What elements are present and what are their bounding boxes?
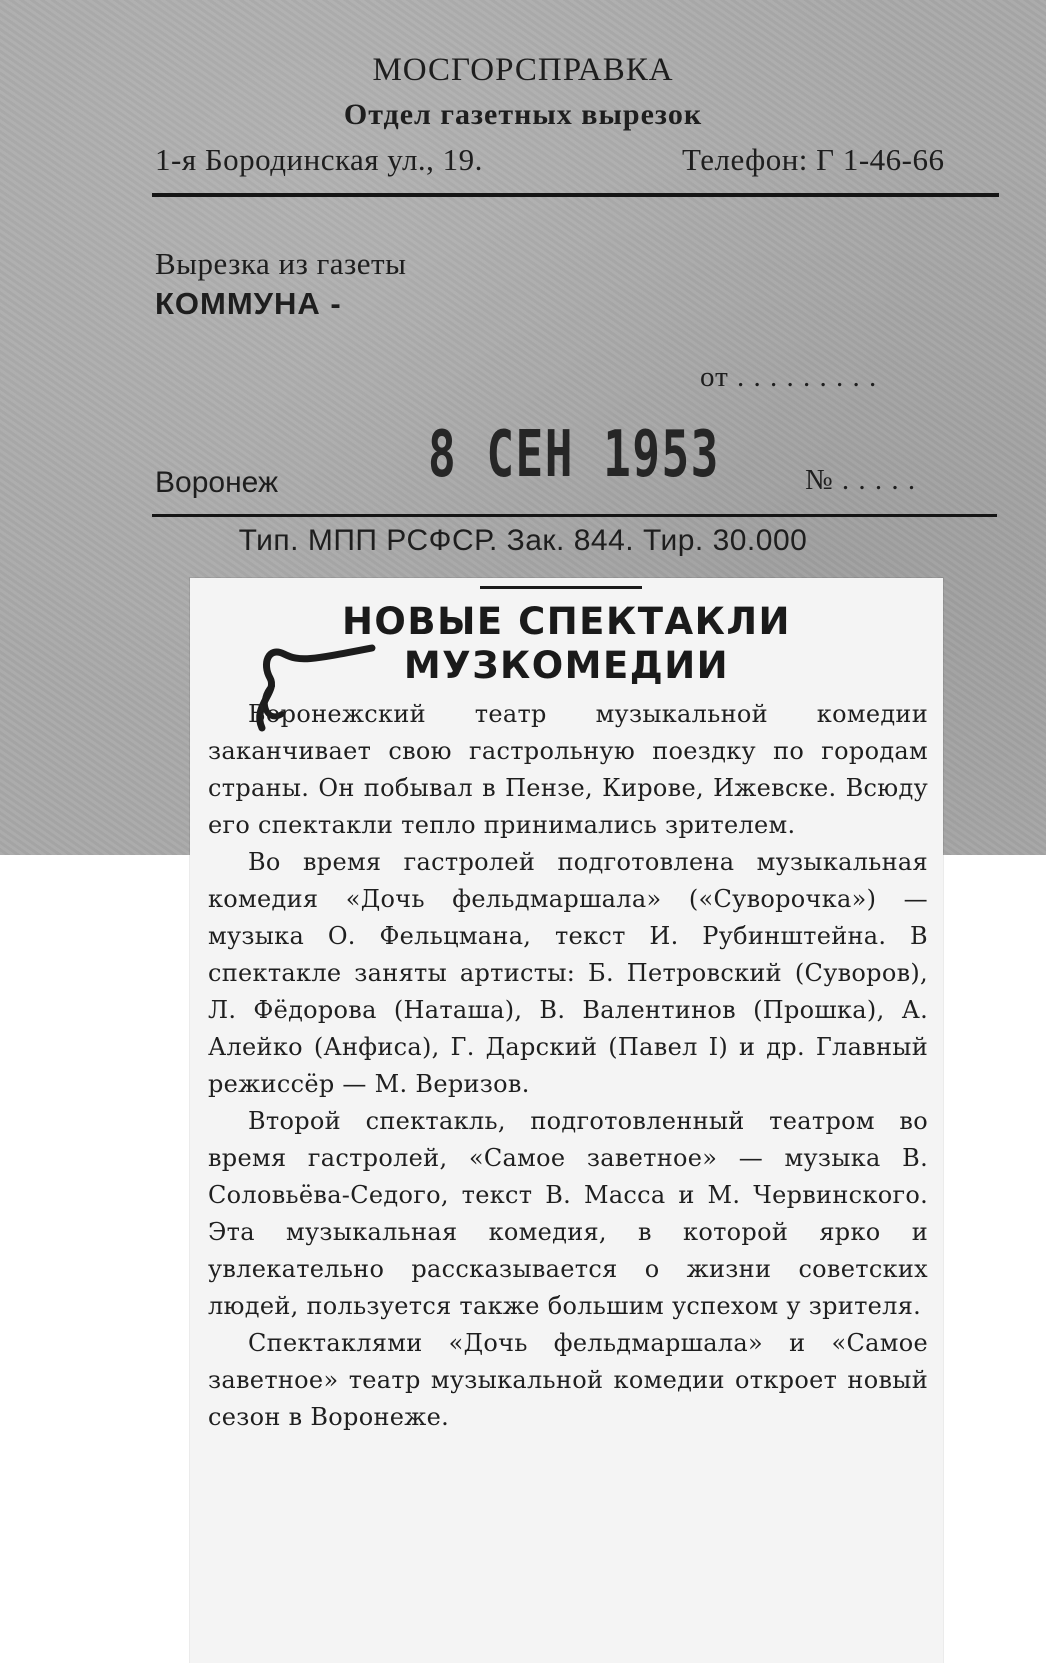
footer-divider [152, 514, 997, 517]
article-body [208, 696, 928, 1436]
clipping-top-rule [480, 586, 642, 589]
city-name: Воронеж [155, 466, 279, 499]
bureau-address: 1-я Бородинская ул., 19. [155, 142, 483, 177]
clipping-label: Вырезка из газеты [155, 246, 407, 281]
date-from-field: от . . . . . . . . . [700, 361, 878, 393]
newspaper-name: КОММУНА - [155, 286, 342, 321]
department-name: Отдел газетных вырезок [343, 98, 703, 131]
article-paragraph: Спектаклями «Дочь фельдмаршала» и «Самое заветное» театр музыкальной комедии откроет новый сезон в Воронеже. [208, 1329, 928, 1431]
bureau-phone: Телефон: Г 1-46-66 [682, 142, 945, 177]
header-divider [152, 193, 999, 197]
headline-line-2: МУЗКОМЕДИИ [403, 644, 730, 687]
bureau-name: МОСГОРСПРАВКА [372, 52, 674, 88]
newspaper-clipping [190, 578, 943, 1663]
article-paragraph: Во время гастролей подготовлена музыкальная комедия «Дочь фельдмаршала» («Суворочка») — музыка О. Фельцмана, текст И. Рубинштейна. В спектакле заняты артисты: Б. Петровский (Суворов), Л. Фёдорова (Наташа), В. Валентинов (Прошка), А. Алейко (Анфиса), Г. Дарский (Павел I) и др. Главный режиссёр — М. Веризов. [208, 848, 928, 1098]
article-paragraph: Воронежский театр музыкальной комедии заканчивает свою гастрольную поездку по городам страны. Он побывал в Пензе, Кирове, Ижевске. Всюду его спектакли тепло принимались зрителем. [208, 700, 928, 839]
print-info: Тип. МПП РСФСР. Зак. 844. Тир. 30.000 [238, 524, 808, 557]
article-paragraph: Второй спектакль, подготовленный театром во время гастролей, «Самое заветное» — музыка В. Соловьёва-Седого, текст В. Масса и М. Червинского. Эта музыкальная комедия, в которой ярко и увлекательно рассказывается о жизни советских людей, пользуется также большим успехом у зрителя. [208, 1107, 928, 1320]
headline-line-1: НОВЫЕ СПЕКТАКЛИ [341, 600, 792, 643]
issue-number-field: № . . . . . [805, 464, 917, 496]
date-stamp: 8 СЕН 1953 [428, 418, 720, 492]
